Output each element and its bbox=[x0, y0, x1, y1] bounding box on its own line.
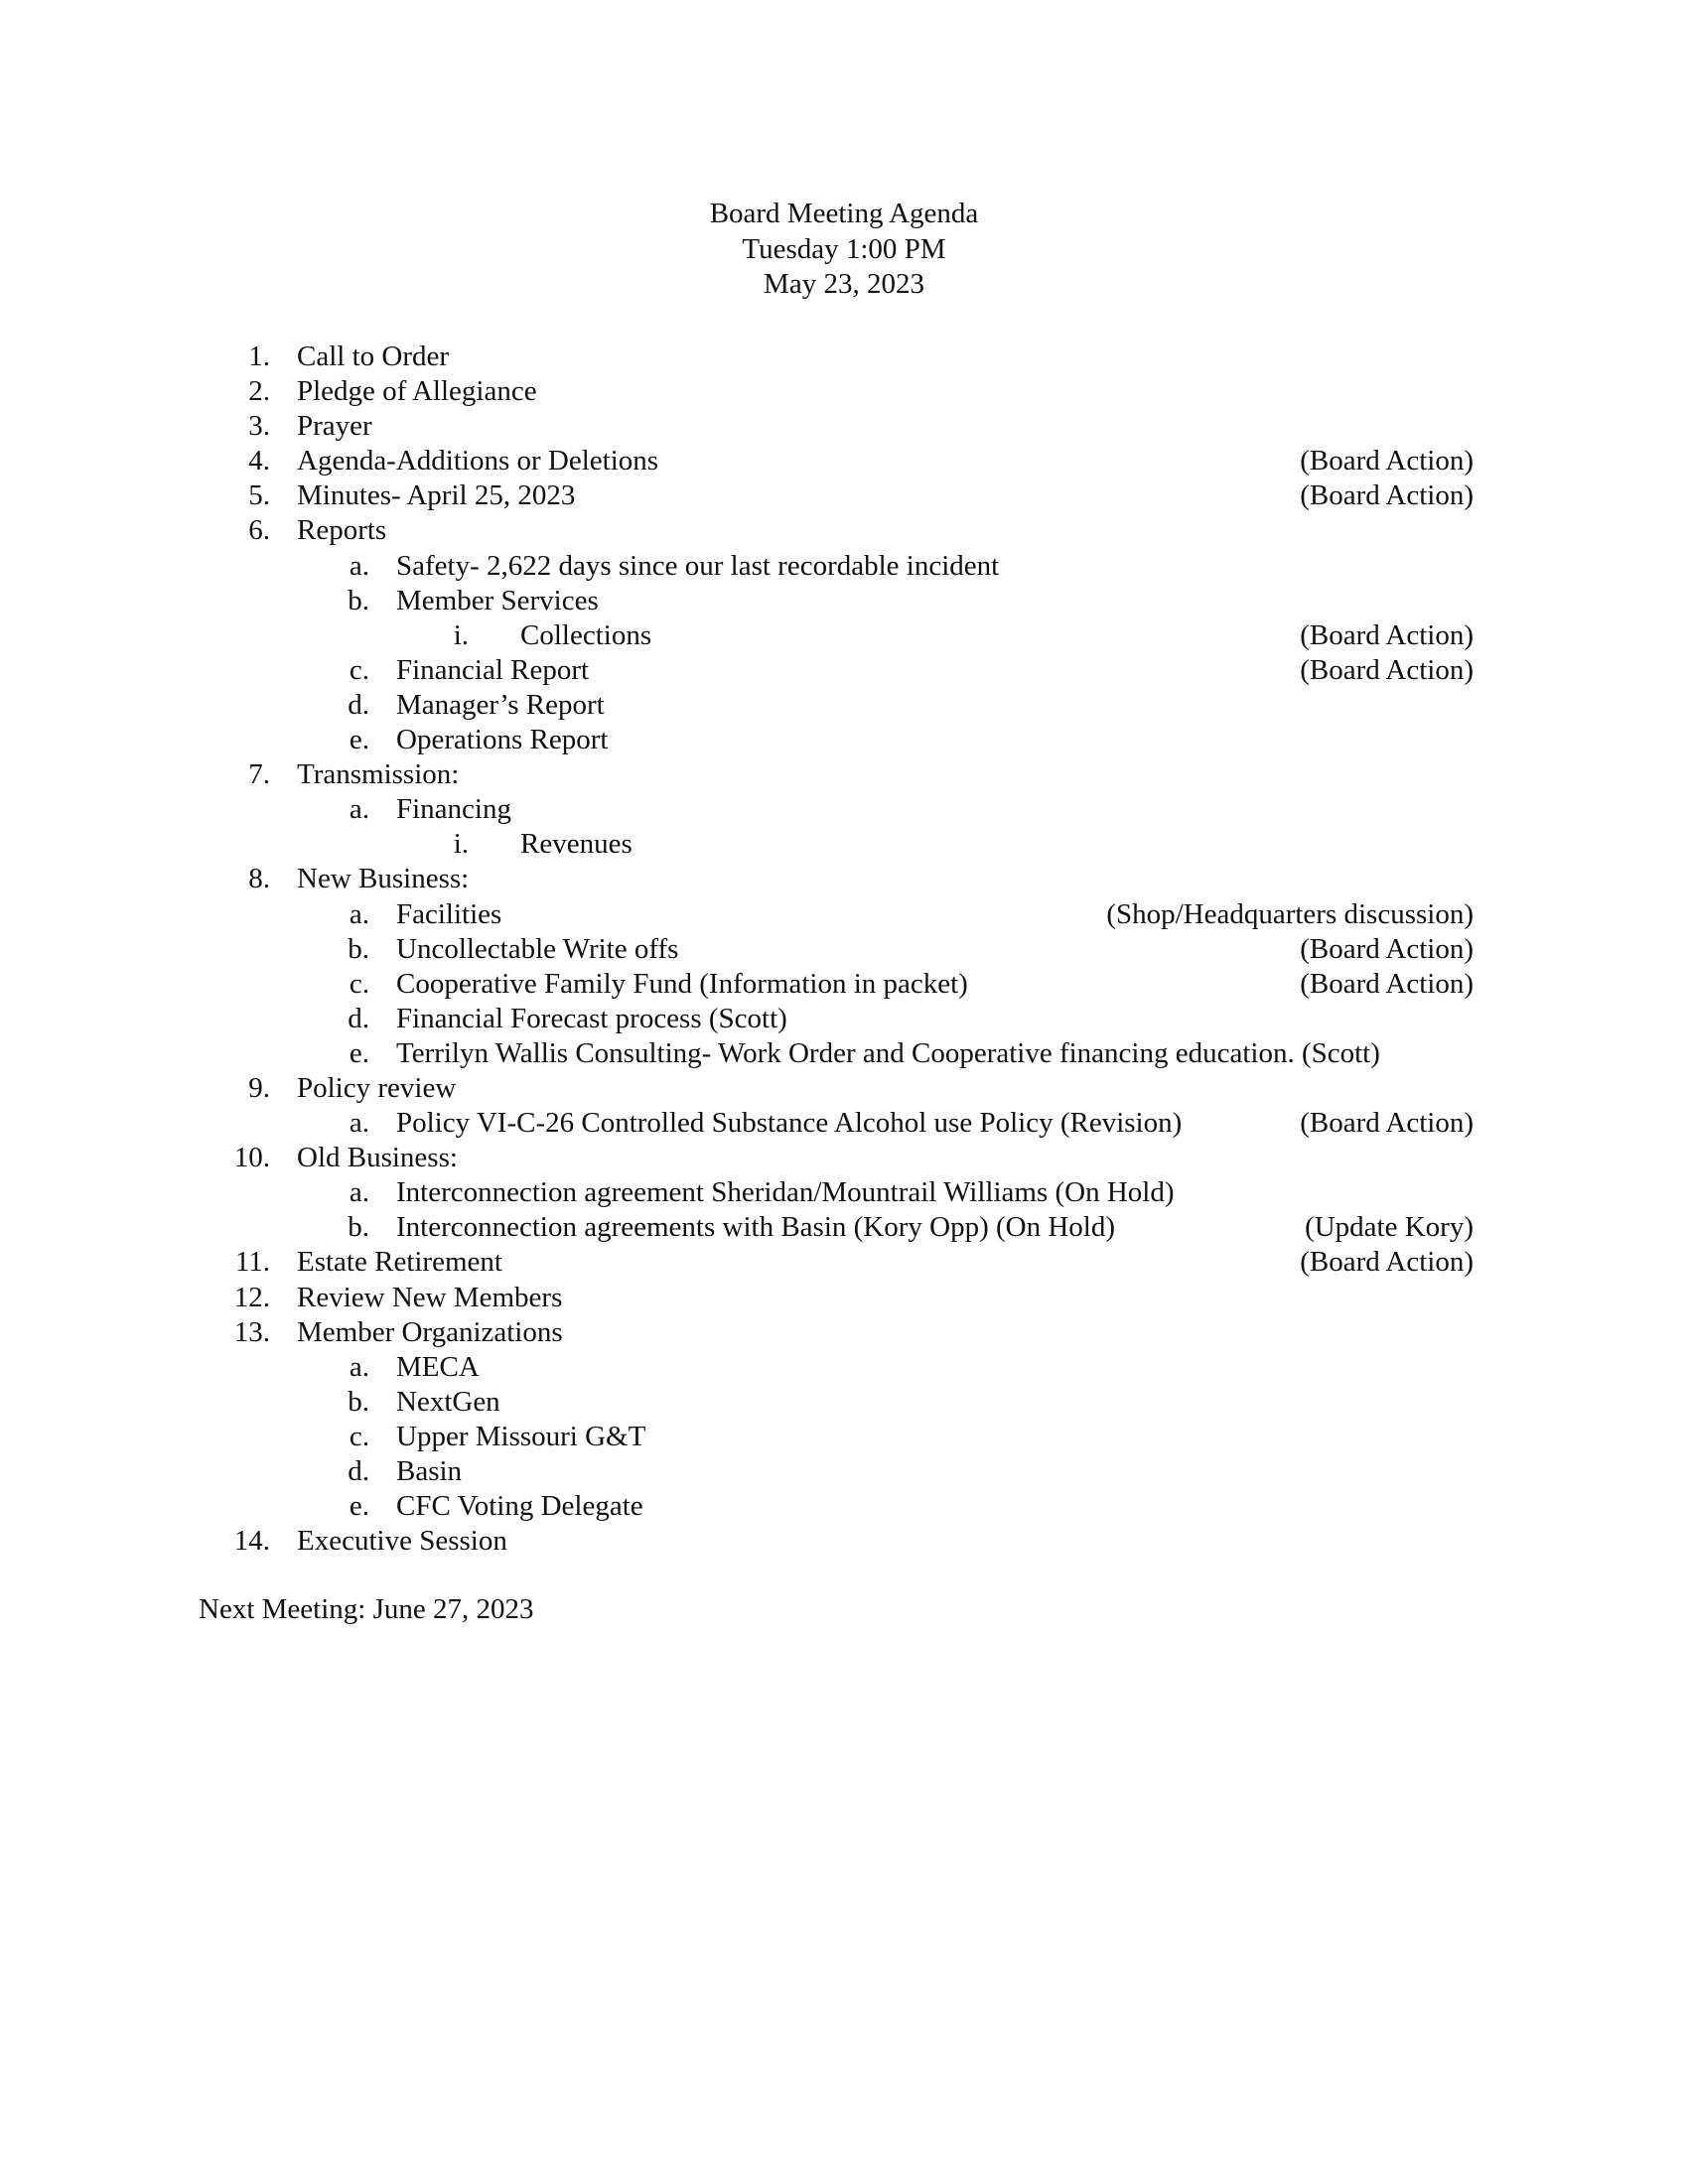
agenda-item bbox=[0, 967, 1688, 1002]
meeting-time: Tuesday 1:00 PM bbox=[742, 232, 946, 265]
agenda-item-text: Cooperative Family Fund (Information in packet) bbox=[396, 967, 968, 1000]
agenda-item-number: 6. bbox=[248, 514, 270, 547]
agenda-item bbox=[0, 340, 1688, 374]
agenda-item-number: 7. bbox=[248, 758, 270, 791]
agenda-item-text: Member Services bbox=[396, 584, 599, 616]
agenda-item bbox=[0, 444, 1688, 478]
agenda-item-text: Terrilyn Wallis Consulting- Work Order and Cooperative financing education. (Scott) bbox=[396, 1036, 1380, 1069]
agenda-item-action-note: (Board Action) bbox=[1300, 967, 1474, 1000]
agenda-item bbox=[0, 584, 1688, 618]
agenda-item-number: d. bbox=[348, 1002, 369, 1034]
agenda-item-action-note: (Board Action) bbox=[1300, 653, 1474, 686]
agenda-item-text: CFC Voting Delegate bbox=[396, 1490, 643, 1523]
agenda-item-text: NextGen bbox=[396, 1385, 500, 1418]
agenda-item bbox=[0, 1002, 1688, 1036]
agenda-item-number: 12. bbox=[233, 1281, 270, 1313]
agenda-item-text: Interconnection agreements with Basin (Kory Opp) (On Hold) bbox=[396, 1211, 1115, 1244]
agenda-item-text: MECA bbox=[396, 1350, 480, 1383]
agenda-item bbox=[0, 1281, 1688, 1315]
agenda-item-action-note: (Board Action) bbox=[1300, 618, 1474, 651]
agenda-item bbox=[0, 1071, 1688, 1106]
agenda-item-number: 4. bbox=[248, 445, 270, 478]
agenda-item bbox=[0, 1315, 1688, 1350]
agenda-item bbox=[0, 653, 1688, 688]
agenda-item bbox=[0, 409, 1688, 444]
agenda-item-text: Uncollectable Write offs bbox=[396, 932, 679, 965]
agenda-item-number: e. bbox=[349, 1036, 369, 1069]
agenda-item-text: Old Business: bbox=[297, 1142, 458, 1174]
agenda-item-number: 2. bbox=[248, 375, 270, 408]
agenda-item-text: Manager’s Report bbox=[396, 688, 605, 721]
agenda-item bbox=[0, 688, 1688, 723]
agenda-item-number: i. bbox=[453, 618, 469, 651]
agenda-item bbox=[0, 1245, 1688, 1280]
agenda-item-number: d. bbox=[348, 688, 369, 721]
agenda-item-action-note: (Board Action) bbox=[1300, 1107, 1474, 1140]
agenda-item-text: Member Organizations bbox=[297, 1315, 563, 1348]
agenda-item-number: b. bbox=[348, 1211, 369, 1244]
agenda-item-number: a. bbox=[349, 1107, 369, 1140]
agenda-item-text: Transmission: bbox=[297, 758, 460, 791]
agenda-item bbox=[0, 478, 1688, 513]
agenda-item-number: 1. bbox=[248, 341, 270, 372]
agenda-item-number: 8. bbox=[248, 863, 270, 895]
agenda-item-action-note: (Board Action) bbox=[1300, 445, 1474, 478]
agenda-item bbox=[0, 1524, 1688, 1559]
agenda-item bbox=[0, 618, 1688, 653]
agenda-item-number: b. bbox=[348, 584, 369, 616]
agenda-item-number: a. bbox=[349, 1176, 369, 1209]
agenda-item-number: a. bbox=[349, 897, 369, 930]
agenda-item-number: c. bbox=[349, 653, 369, 686]
agenda-item-text: Collections bbox=[520, 618, 652, 651]
agenda-item-number: a. bbox=[349, 793, 369, 826]
agenda-item-number: b. bbox=[348, 932, 369, 965]
agenda-item bbox=[0, 792, 1688, 827]
agenda-item bbox=[0, 1489, 1688, 1524]
agenda-item-text: Operations Report bbox=[396, 724, 609, 756]
agenda-item bbox=[0, 1420, 1688, 1454]
agenda-item-text: Basin bbox=[396, 1455, 463, 1487]
agenda-item-number: 11. bbox=[234, 1246, 270, 1279]
next-meeting-line: Next Meeting: June 27, 2023 bbox=[199, 1593, 534, 1625]
agenda-item-number: d. bbox=[348, 1455, 369, 1487]
agenda-item-number: c. bbox=[349, 967, 369, 1000]
agenda-item-text: Policy VI-C-26 Controlled Substance Alcohol use Policy (Revision) bbox=[396, 1107, 1183, 1140]
agenda-item bbox=[0, 862, 1688, 896]
agenda-item bbox=[0, 723, 1688, 757]
agenda-item-text: Reports bbox=[297, 514, 387, 547]
agenda-item-number: a. bbox=[349, 549, 369, 582]
document-title: Board Meeting Agenda bbox=[709, 198, 979, 229]
agenda-item-text: Safety- 2,622 days since our last recordable incident bbox=[396, 549, 1000, 582]
agenda-item-number: 5. bbox=[248, 479, 270, 512]
agenda-item-number: b. bbox=[348, 1385, 369, 1418]
agenda-item-text: Estate Retirement bbox=[297, 1246, 502, 1279]
agenda-item-action-note: (Board Action) bbox=[1300, 932, 1474, 965]
agenda-item-text: Interconnection agreement Sheridan/Mountrail Williams (On Hold) bbox=[396, 1176, 1175, 1209]
agenda-item-number: 13. bbox=[233, 1315, 270, 1348]
agenda-list bbox=[0, 340, 1688, 1559]
agenda-item-number: e. bbox=[349, 1490, 369, 1523]
agenda-item-number: 10. bbox=[233, 1142, 270, 1174]
agenda-item-number: 9. bbox=[248, 1071, 270, 1104]
agenda-item bbox=[0, 757, 1688, 792]
agenda-item-text: Facilities bbox=[396, 897, 502, 930]
agenda-item-text: Policy review bbox=[297, 1071, 457, 1104]
agenda-item bbox=[0, 1210, 1688, 1245]
agenda-item-action-note: (Shop/Headquarters discussion) bbox=[1106, 897, 1474, 930]
agenda-header bbox=[0, 197, 1688, 303]
agenda-item-text: Review New Members bbox=[297, 1281, 563, 1313]
agenda-item-number: i. bbox=[453, 828, 469, 861]
agenda-item bbox=[0, 1175, 1688, 1210]
agenda-item bbox=[0, 1141, 1688, 1175]
agenda-item bbox=[0, 1385, 1688, 1420]
agenda-item-text: Financial Report bbox=[396, 653, 590, 686]
agenda-item bbox=[0, 1350, 1688, 1385]
agenda-item bbox=[0, 1036, 1688, 1071]
agenda-item-text: New Business: bbox=[297, 863, 470, 895]
agenda-item-text: Financing bbox=[396, 793, 511, 826]
agenda-item bbox=[0, 513, 1688, 548]
agenda-item-number: c. bbox=[349, 1420, 369, 1452]
agenda-item-text: Revenues bbox=[520, 828, 633, 861]
meeting-date: May 23, 2023 bbox=[764, 268, 924, 300]
agenda-item bbox=[0, 1106, 1688, 1141]
agenda-item bbox=[0, 549, 1688, 584]
agenda-item-number: 3. bbox=[248, 410, 270, 443]
agenda-item-text: Executive Session bbox=[297, 1525, 507, 1558]
agenda-item bbox=[0, 827, 1688, 862]
agenda-item bbox=[0, 374, 1688, 409]
agenda-item bbox=[0, 897, 1688, 932]
agenda-item-text: Financial Forecast process (Scott) bbox=[396, 1002, 787, 1034]
agenda-item-text: Prayer bbox=[297, 410, 372, 443]
agenda-item-action-note: (Board Action) bbox=[1300, 1246, 1474, 1279]
agenda-item-text: Minutes- April 25, 2023 bbox=[297, 479, 576, 512]
agenda-item bbox=[0, 1454, 1688, 1489]
agenda-item-text: Agenda-Additions or Deletions bbox=[297, 445, 659, 478]
agenda-item-text: Pledge of Allegiance bbox=[297, 375, 537, 408]
agenda-item-action-note: (Board Action) bbox=[1300, 479, 1474, 512]
agenda-item-text: Call to Order bbox=[297, 341, 450, 372]
agenda-item bbox=[0, 932, 1688, 967]
agenda-item-number: a. bbox=[349, 1350, 369, 1383]
agenda-item-action-note: (Update Kory) bbox=[1305, 1211, 1474, 1244]
agenda-item-number: 14. bbox=[233, 1525, 270, 1558]
agenda-item-text: Upper Missouri G&T bbox=[396, 1420, 646, 1452]
agenda-item-number: e. bbox=[349, 724, 369, 756]
